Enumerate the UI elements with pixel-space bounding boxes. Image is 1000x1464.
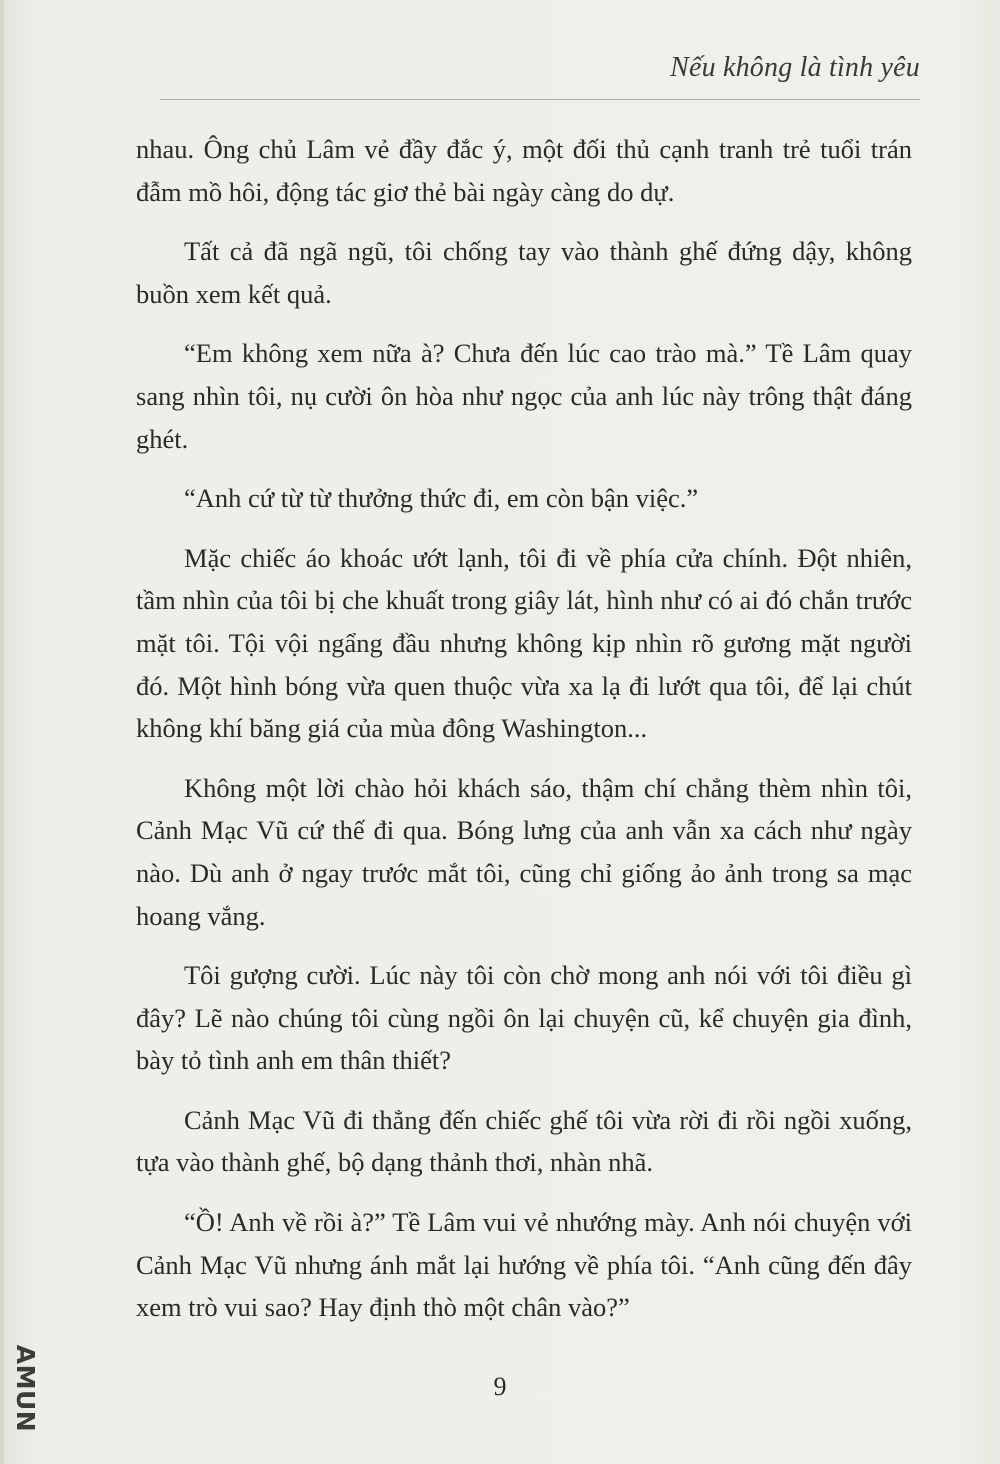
running-header: Nếu không là tình yêu bbox=[670, 52, 920, 83]
publisher-logo bbox=[6, 1340, 46, 1436]
page-number: 9 bbox=[493, 1372, 507, 1401]
paragraph: “Em không xem nữa à? Chưa đến lúc cao trào mà.” Tề Lâm quay sang nhìn tôi, nụ cười ôn hòa như ngọc của anh lúc này trông thật đáng ghét. bbox=[136, 338, 912, 454]
header-rule bbox=[160, 99, 920, 100]
paragraph: nhau. Ông chủ Lâm vẻ đầy đắc ý, một đối thủ cạnh tranh trẻ tuổi trán đẫm mồ hôi, động tác giơ thẻ bài ngày càng do dự. bbox=[136, 134, 912, 207]
publisher-logo-text: AMUN bbox=[11, 1344, 41, 1432]
paragraph: Tất cả đã ngã ngũ, tôi chống tay vào thành ghế đứng dậy, không buồn xem kết quả. bbox=[136, 236, 912, 309]
paragraph: Mặc chiếc áo khoác ướt lạnh, tôi đi về phía cửa chính. Đột nhiên, tầm nhìn của tôi bị che khuất trong giây lát, hình như có ai đó chắn trước mặt tôi. Tội vội ngẩng đầu nhưng không kịp nhìn rõ gương mặt người đó. Một hình bóng vừa quen thuộc vừa xa lạ đi lướt qua tôi, để lại chút không khí băng giá của mùa đông Washington... bbox=[136, 542, 912, 744]
paragraph: Tôi gượng cười. Lúc này tôi còn chờ mong anh nói với tôi điều gì đây? Lẽ nào chúng tôi cùng ngồi ôn lại chuyện cũ, kể chuyện gia đình, bày tỏ tình anh em thân thiết? bbox=[136, 960, 912, 1076]
paragraph: Cảnh Mạc Vũ đi thẳng đến chiếc ghế tôi vừa rời đi rồi ngồi xuống, tựa vào thành ghế, bộ dạng thảnh thơi, nhàn nhã. bbox=[136, 1104, 912, 1178]
paragraph: “Ồ! Anh về rồi à?” Tề Lâm vui vẻ nhướng mày. Anh nói chuyện với Cảnh Mạc Vũ nhưng ánh mắt lại hướng về phía tôi. “Anh cũng đến đây xem trò vui sao? Hay định thò một chân vào?” bbox=[136, 1207, 912, 1323]
page-binding-edge bbox=[0, 0, 4, 1464]
paragraph: “Anh cứ từ từ thưởng thức đi, em còn bận việc.” bbox=[184, 483, 699, 514]
paragraph: Không một lời chào hỏi khách sáo, thậm chí chẳng thèm nhìn tôi, Cảnh Mạc Vũ cứ thế đi qua. Bóng lưng của anh vẫn xa cách như ngày nào. Dù anh ở ngay trước mắt tôi, cũng chỉ giống ảo ảnh trong sa mạc hoang vắng. bbox=[136, 772, 912, 931]
body-text bbox=[136, 128, 912, 1346]
